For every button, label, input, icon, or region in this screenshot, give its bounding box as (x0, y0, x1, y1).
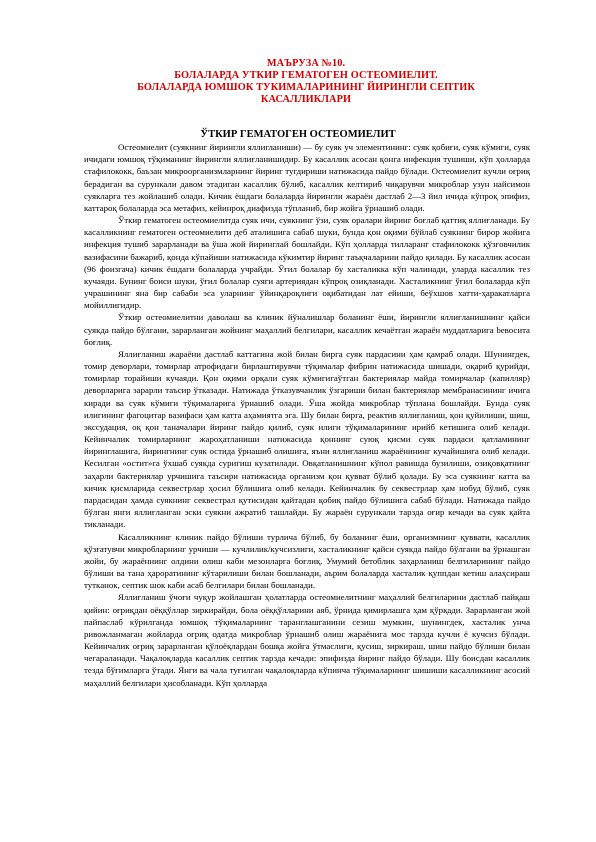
paragraph: Ўткир гематоген остеомиелитда суяк ичи, суякнинг ўзи, суяк оралари йиринг боғлаб қаттиқ яллиғланади. Бу касалликнинг гематоген остеомиелити деб аталишига сабаб шуки, бунда қон оқими бўйлаб суякнинг бирор жойига инфекция тушиб зарарланади ва ўша жой йиринглай бошлайди. Кўп ҳолларда тилларанг стафилококк қўзғовчилик вазифасини бажариб, қонда кўпайиши натижасида кўкимтир йиринг таъқчаларини пайдо қилади. Бу касаллик асосан (96 фоизгача) кичик ёшдаги болаларда учрайди. Ўғил болалар бу хасталикка кўп чалинади, уларда касаллик тез кучаяди. Бунинг боиси шуки, ўғил болалар суяги артериядан кўпроқ озиқланади. Хасталикнинг ўғил болаларда кўп учрашининг яна бир сабаби эса уларнинг ўйинқароқлиги оқибатидан лат ейиши, беўхшов хатти-ҳаракатларга мойиллигидир. (84, 215, 530, 311)
section-title: ЎТКИР ГЕМАТОГЕН ОСТЕОМИЕЛИТ (200, 129, 396, 140)
lecture-title-line-2: БОЛАЛАРДА ЮМШОК ТУКИМАЛАРИНИНГ ЙИРИНГЛИ СЕПТИК (137, 82, 475, 93)
paragraph: Остеомиелит (суякнинг йирингли яллигланиши) — бу суяк уч элементининг: суяк қобиғи, суяк кўмиги, суяк ичидаги юмшоқ тўқиманинг йирингли яллиғланишидир. Бу касаллик асосан қонга инфекция тушиши, кўп ҳолларда стафилококк, баъзан микроорганизмларнинг йиринг тугдириши натижасида пайдо бўлади. Остеомиелит кучли оғриқ берадиган ва сурункали давом этадиган касаллик бўлиб, касаллик келтириб чиқарувчи микроблар узун найсимон суякларга тез жойлашиб олади. Кичик ёшдаги болаларда йирингли жараён дастлаб 2—3 йил ичида кўпроқ эпифиз, каттароқ болаларда эса метафиз, кейинроқ диафизда тўпланиб, бир жойга ўрнашиб олади. (84, 142, 530, 213)
paragraph: Яллиғланиш ўчоғи чуқур жойлашган ҳолатларда остеомиелитнинг маҳаллий белгиларини дастлаб пайқаш қийин: оғриқдан оёққўллар зиркирайди, бола оёққўлларини аяб, ўрнида қимирлашга ҳам қўрқади. Зарарланган жой пайпаслаб кўрилганда юмшоқ тўқималарнинг таранглашганини сезиш мумкин, шунингдек, хасталик унча ривожланмаган жойларда оғриқ одатда микроблар ўрнашиб олиш жараёнига мос тарзда кучли ё кучсиз бўлади. Кейинчалик оғриқ зарарланган қўлоёқлардан бошқа жойга ўтмаслиги, қусиш, зиркираш, шиш пайдо бўлиши билан чегараланади. Чақалоқларда касаллик септик тарзда кечади: эпифизда йиринг пайдо бўлади. Шу боисдан касаллик тезда бўғимларга ўтади. Янги ва чала туғилган чақалоқларда кўпинча тўқималарнинг шишиши касалликнинг асосий маҳаллий белгилари ҳисобланади. Кўп ҳолларда (84, 592, 530, 688)
lecture-title-line-1: БОЛАЛАРДА УТКИР ГЕМАТОГЕН ОСТЕОМИЕЛИТ. (174, 70, 438, 81)
paragraph: Яллиғланиш жараёни дастлаб каттагина жой билан бирга суяк пардасини ҳам қамраб олади. Шунингдек, томир деворлари, томирлар атрофидаги бирлаштирувчи тўқималар фибрин натижасида шишади, оқариб қурийди, томирлар торайиши кучаяди. Қон оқими орқали суяк кўмигигаўтган бактериялар майда томирчалар (капилляр) деворларига зарарли таъсир ўтказади. Натижада ўтказувчанлик ўзгариши билан бактериялар мембранасининг ичига киради ва суяк кўмиги тўқималарига ўрнашиб олади. Ўша жойда микроблар тўплана бошлайди. Бунда суяк илигининг фагоцитар вазифаси ҳам катта аҳамиятга эга. Шу билан бирга, реактив яллиғланиш, қон қуйилиши, шиш, экссудация, оқ қон таначалари йиринг пайдо қилиб, суяк илиги тўқималарининг ирийб кетишига олиб келади. Кейинчалик томирларнинг жароҳатланиши натижасида қоннинг суюқ қисми суяк пардаси қатламининг йиринглашига, йирингнинг суяк остида ўрнашиб олишига, яъни яллиғланиш жараёнининг кучайишига олиб келади. Кесилган «остит»га ўхшаб суякда суригиш кузатилади. Овқатланишнинг кўпол равишда бузилиши, озиқовқатнинг заҳарли бактериялар урчишига таъсири натижасида организм қон қувват бўлиб қолади. Бу эса суякнинг катта ва кичик қисмларида секвестрлар ҳосил бўлишига олиб келади. Кейинчалик бу секвестрлар ҳам нобуд бўлиб, суяк пардасидан ҳамда суякнинг секвестрал қутисидан қайтадан қобиқ пайдо бўлишига сабаб бўлади. Натижада пайдо бўлган янги яллиғланган эски суякни ажратиб ташлайди. Бу жараён сурункали тарзда оғир кечади ва суяк қайта тикланади. (84, 348, 530, 530)
paragraph: Касалликнинг клиник пайдо бўлиши турлича бўлиб, бу боланинг ёши, организмнинг қуввати, касаллик қўзғатувчи микробларнинг урчиши — кучлилик/кучсизлиги, хасталикнинг қайси суякда пайдо бўлгани ва ўрнашган жойи, бу жараённинг олдини олиш каби мезонларга боғлиқ. Умумий бетоблик заҳарланиш белгиларининг пайдо бўлиши ва тана ҳароратининг кўтарилиши билан бошланади, аърим болаларда хасталик қуппдан кетиш алаҳсираш тутканок, септик шок каби асаб белгилари билан бошланади. (84, 531, 530, 591)
paragraph: Ўткир остеомиелитни даволаш ва клиник йўналишлар боланинг ёши, йирингли яллиғланишнинг қайси суякда пайдо бўлгани, зарарланган жойнинг маҳаллий белгилари, касаллик кечаётган жараён муддатларига bевосита боғлиқ. (84, 312, 530, 347)
lecture-number: МАЪРУЗА №10. (266, 58, 346, 69)
lecture-title-line-3: КАСАЛЛИКЛАРИ (260, 94, 352, 105)
lecture-header (108, 58, 504, 106)
body-text (84, 141, 530, 689)
